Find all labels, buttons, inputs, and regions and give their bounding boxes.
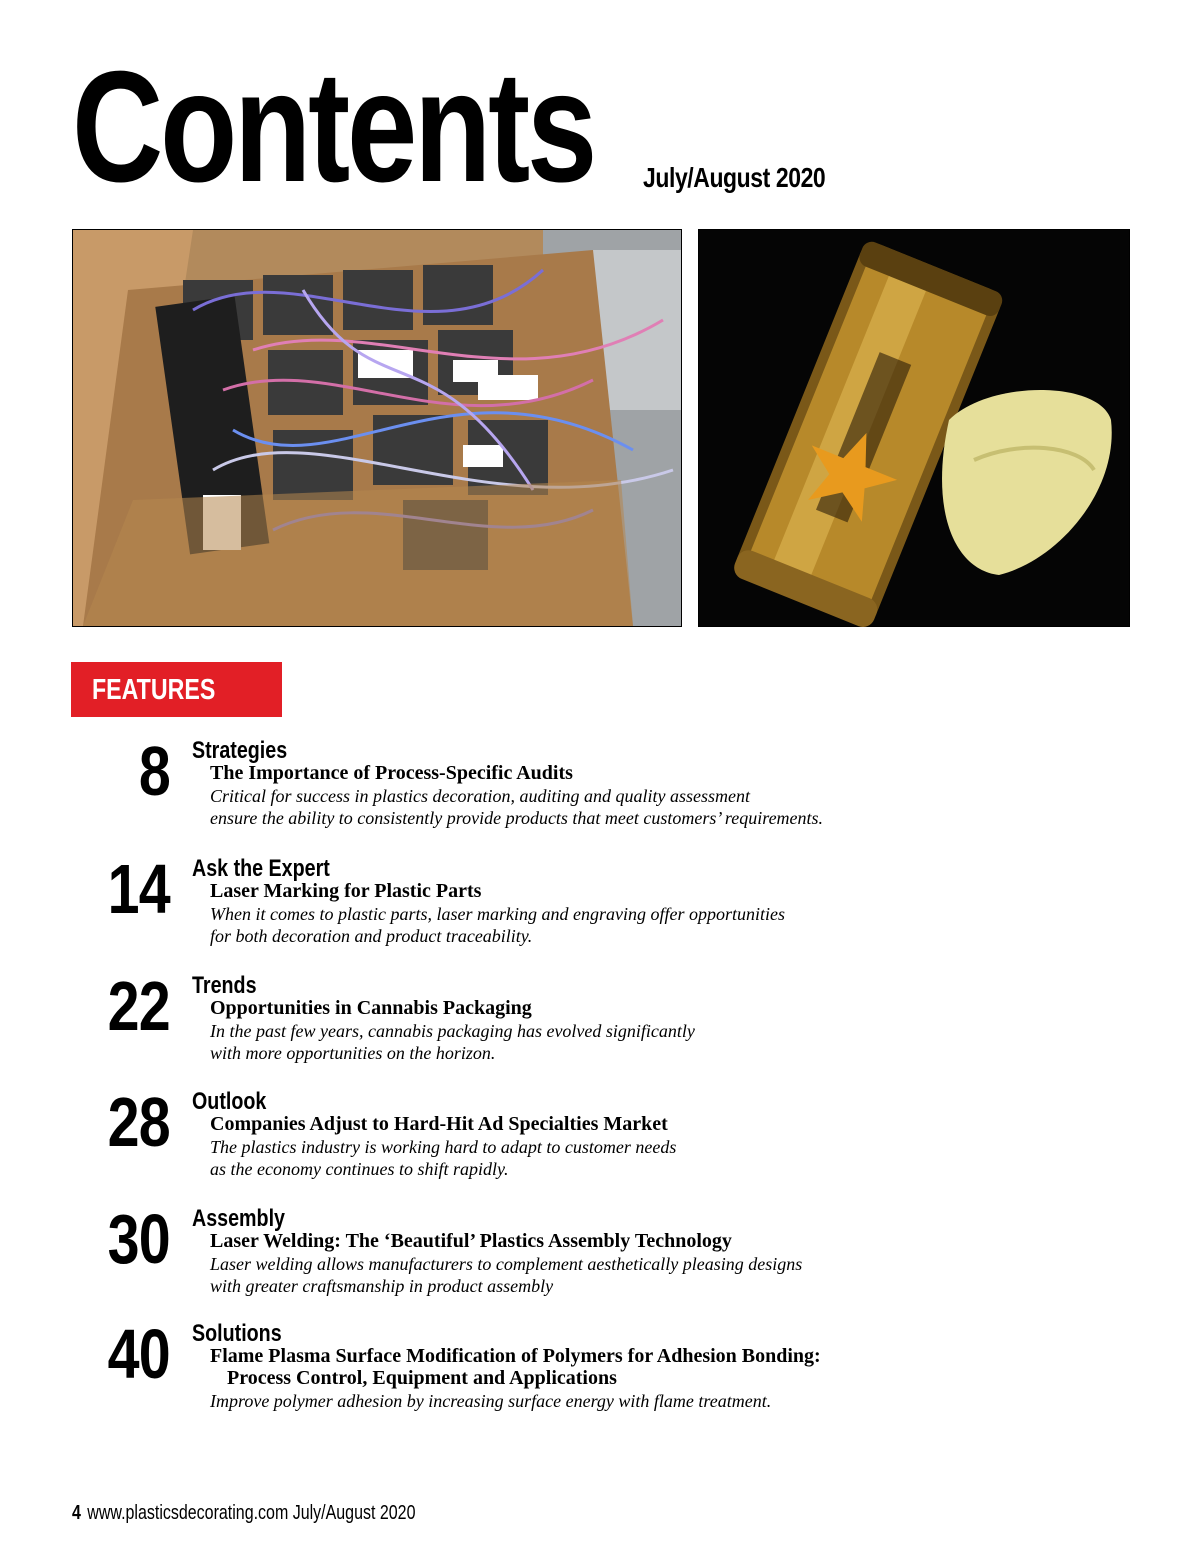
feature-category: Assembly <box>192 1205 285 1232</box>
feature-description-line: Critical for success in plastics decoration, auditing and quality assessment <box>210 786 750 806</box>
cannabis-packaging-tube-photo <box>698 229 1130 852</box>
feature-title[interactable]: Laser Welding: The ‘Beautiful’ Plastics Assembly Technology <box>210 1230 732 1252</box>
feature-page-number: 22 <box>107 967 170 1045</box>
photo-page-number: 8 <box>636 773 669 856</box>
feature-title[interactable]: Laser Marking for Plastic Parts <box>210 880 482 902</box>
feature-category: Outlook <box>192 1088 267 1115</box>
features-label-text: FEATURES <box>92 674 216 706</box>
feature-description-line: with more opportunities on the horizon. <box>210 1043 496 1063</box>
feature-page-number: 30 <box>107 1200 170 1278</box>
feature-page-number: 8 <box>138 732 170 810</box>
feature-title-continued[interactable]: Process Control, Equipment and Applications <box>227 1367 617 1389</box>
feature-category: Ask the Expert <box>192 855 330 882</box>
feature-description-line: In the past few years, cannabis packaging has evolved significantly <box>210 1021 695 1041</box>
feature-description-line: When it comes to plastic parts, laser marking and engraving offer opportunities <box>210 904 785 924</box>
feature-title[interactable]: Flame Plasma Surface Modification of Polymers for Adhesion Bonding: <box>210 1345 821 1367</box>
page-title: Contents <box>72 39 595 215</box>
packaging-tube-illustration <box>699 230 1129 626</box>
footer-text: www.plasticsdecorating.com July/August 2020 <box>87 1502 416 1524</box>
feature-page-number: 28 <box>107 1083 170 1161</box>
footer-page-number: 4 <box>72 1502 81 1524</box>
feature-category: Strategies <box>192 737 288 764</box>
feature-title[interactable]: The Importance of Process-Specific Audits <box>210 762 573 784</box>
feature-description-line: with greater craftsmanship in product assembly <box>210 1276 554 1296</box>
feature-description-line: for both decoration and product traceability. <box>210 926 533 946</box>
feature-page-number: 40 <box>107 1315 170 1393</box>
feature-description-line: The plastics industry is working hard to adapt to customer needs <box>210 1137 677 1157</box>
feature-title[interactable]: Opportunities in Cannabis Packaging <box>210 997 532 1019</box>
wiring-harness-box-illustration <box>73 230 681 626</box>
photo-page-number: 22 <box>1046 769 1111 852</box>
feature-page-number: 14 <box>107 850 170 928</box>
feature-description-line: ensure the ability to consistently provide products that meet customers’ requirements. <box>210 808 824 828</box>
features-section-label <box>71 662 282 717</box>
feature-description-line: Improve polymer adhesion by increasing surface energy with flame treatment. <box>210 1391 772 1411</box>
page-footer <box>72 1501 415 1525</box>
feature-description-line: Laser welding allows manufacturers to complement aesthetically pleasing designs <box>210 1254 803 1274</box>
issue-date: July/August 2020 <box>643 162 826 193</box>
feature-category: Trends <box>192 972 257 999</box>
feature-title[interactable]: Companies Adjust to Hard-Hit Ad Specialties Market <box>210 1113 668 1135</box>
feature-category: Solutions <box>192 1320 282 1347</box>
feature-description-line: as the economy continues to shift rapidly. <box>210 1159 509 1179</box>
